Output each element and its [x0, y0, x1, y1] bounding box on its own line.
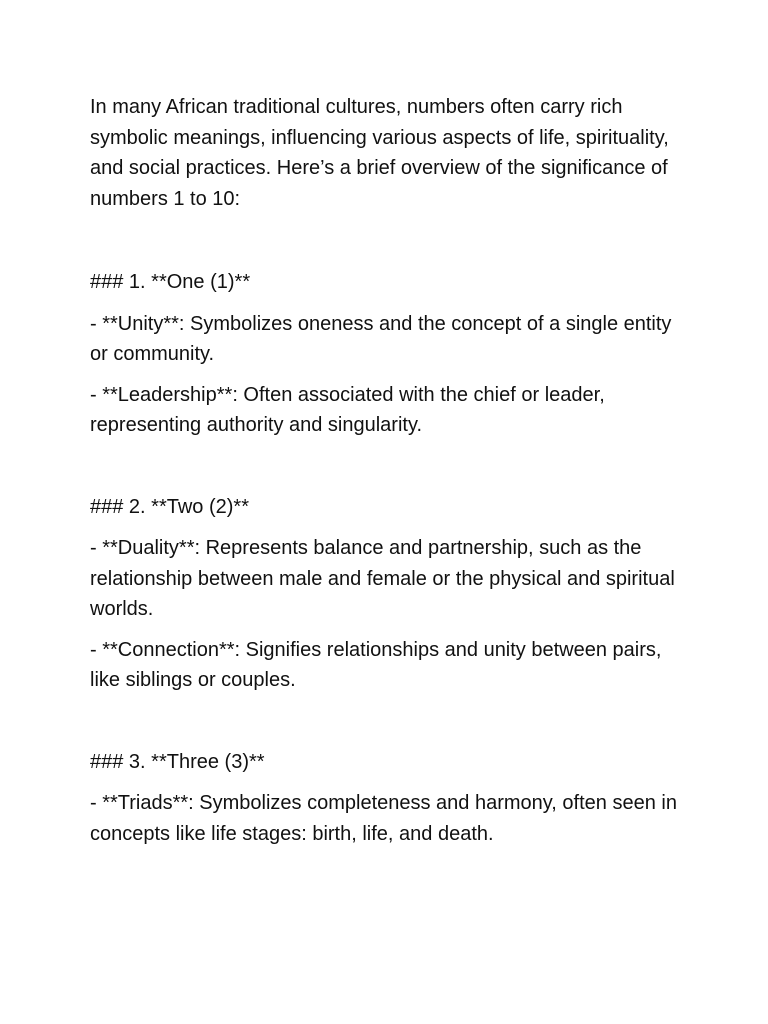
document-page	[90, 92, 690, 900]
section-three	[90, 747, 690, 850]
bullet-item: - **Leadership**: Often associated with the chief or leader, representing authority and singularity.	[90, 383, 605, 436]
section-heading: ### 1. **One (1)**	[90, 271, 251, 293]
section-one	[90, 267, 690, 441]
bullet-item: - **Unity**: Symbolizes oneness and the concept of a single entity or community.	[90, 312, 672, 365]
intro-paragraph: In many African traditional cultures, numbers often carry rich symbolic meanings, influencing various aspects of life, spirituality, and social practices. Here’s a brief overview of the significance of numbers 1 to 10:	[90, 96, 669, 210]
bullet-item: - **Connection**: Signifies relationships and unity between pairs, like siblings or couples.	[90, 638, 662, 691]
bullet-item: - **Duality**: Represents balance and partnership, such as the relationship between male and female or the physical and spiritual worlds.	[90, 537, 675, 620]
bullet-item: - **Triads**: Symbolizes completeness and harmony, often seen in concepts like life stages: birth, life, and death.	[90, 792, 677, 845]
section-heading: ### 2. **Two (2)**	[90, 495, 249, 518]
section-heading: ### 3. **Three (3)**	[90, 750, 265, 773]
section-two	[90, 492, 690, 696]
